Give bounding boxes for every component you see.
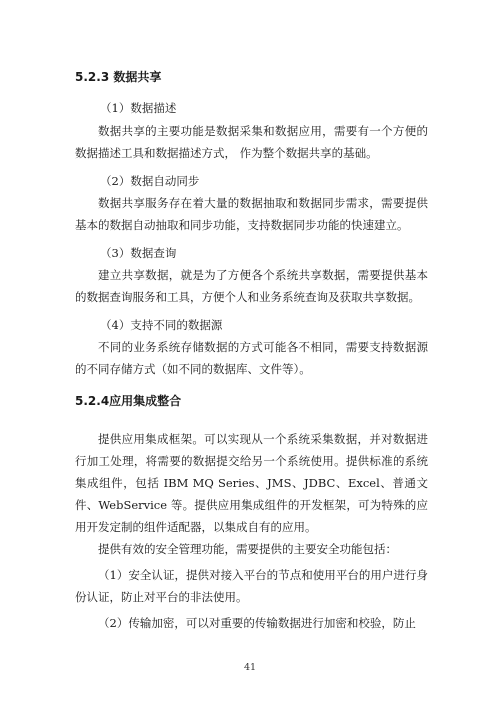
subsection-label-1: （1）数据描述	[100, 101, 177, 115]
paragraph-security-intro: 提供有效的安全管理功能，需要提供的主要安全功能包括：	[98, 542, 397, 556]
paragraph-data-sync: 数据共享服务存在着大量的数据抽取和数据同步需求，需要提供基本的数据自动抽取和同步功能，支持数据同步功能的快速建立。	[75, 196, 428, 232]
subsection-label-2: （2）数据自动同步	[100, 174, 200, 188]
paragraph-security-auth: （1）安全认证，提供对接入平台的节点和使用平台的用户进行身份认证，防止对平台的非法使用。	[75, 568, 428, 604]
paragraph-data-sources: 不同的业务系统存储数据的方式可能各不相同，需要支持数据源的不同存储方式（如不同的数据库、文件等）。	[75, 340, 428, 376]
paragraph-data-description: 数据共享的主要功能是数据采集和数据应用，需要有一个方便的数据描述工具和数据描述方式， 作为整个数据共享的基础。	[75, 124, 428, 160]
section-heading-5-2-4: 5.2.4应用集成整合	[75, 394, 182, 408]
paragraph-transport-encryption: （2）传输加密，可以对重要的传输数据进行加密和校验，防止	[98, 616, 416, 630]
subsection-label-4: （4）支持不同的数据源	[100, 318, 223, 332]
paragraph-integration-framework: 提供应用集成框架。可以实现从一个系统采集数据，并对数据进行加工处理，将需要的数据提交给另一个系统使用。提供标准的系统集成组件，包括 IBM MQ Series、JMS、JDBC、Excel、普通文件、WebService 等。提供应用集成组件的开发框架，可为特殊的应用开发定制的组件适配器，以集成自有的应用。	[75, 432, 428, 534]
subsection-label-3: （3）数据查询	[100, 246, 177, 260]
section-heading-5-2-3: 5.2.3 数据共享	[75, 70, 162, 84]
page-number: 41	[243, 662, 257, 673]
paragraph-data-query: 建立共享数据，就是为了方便各个系统共享数据，需要提供基本的数据查询服务和工具，方便个人和业务系统查询及获取共享数据。	[75, 268, 428, 304]
